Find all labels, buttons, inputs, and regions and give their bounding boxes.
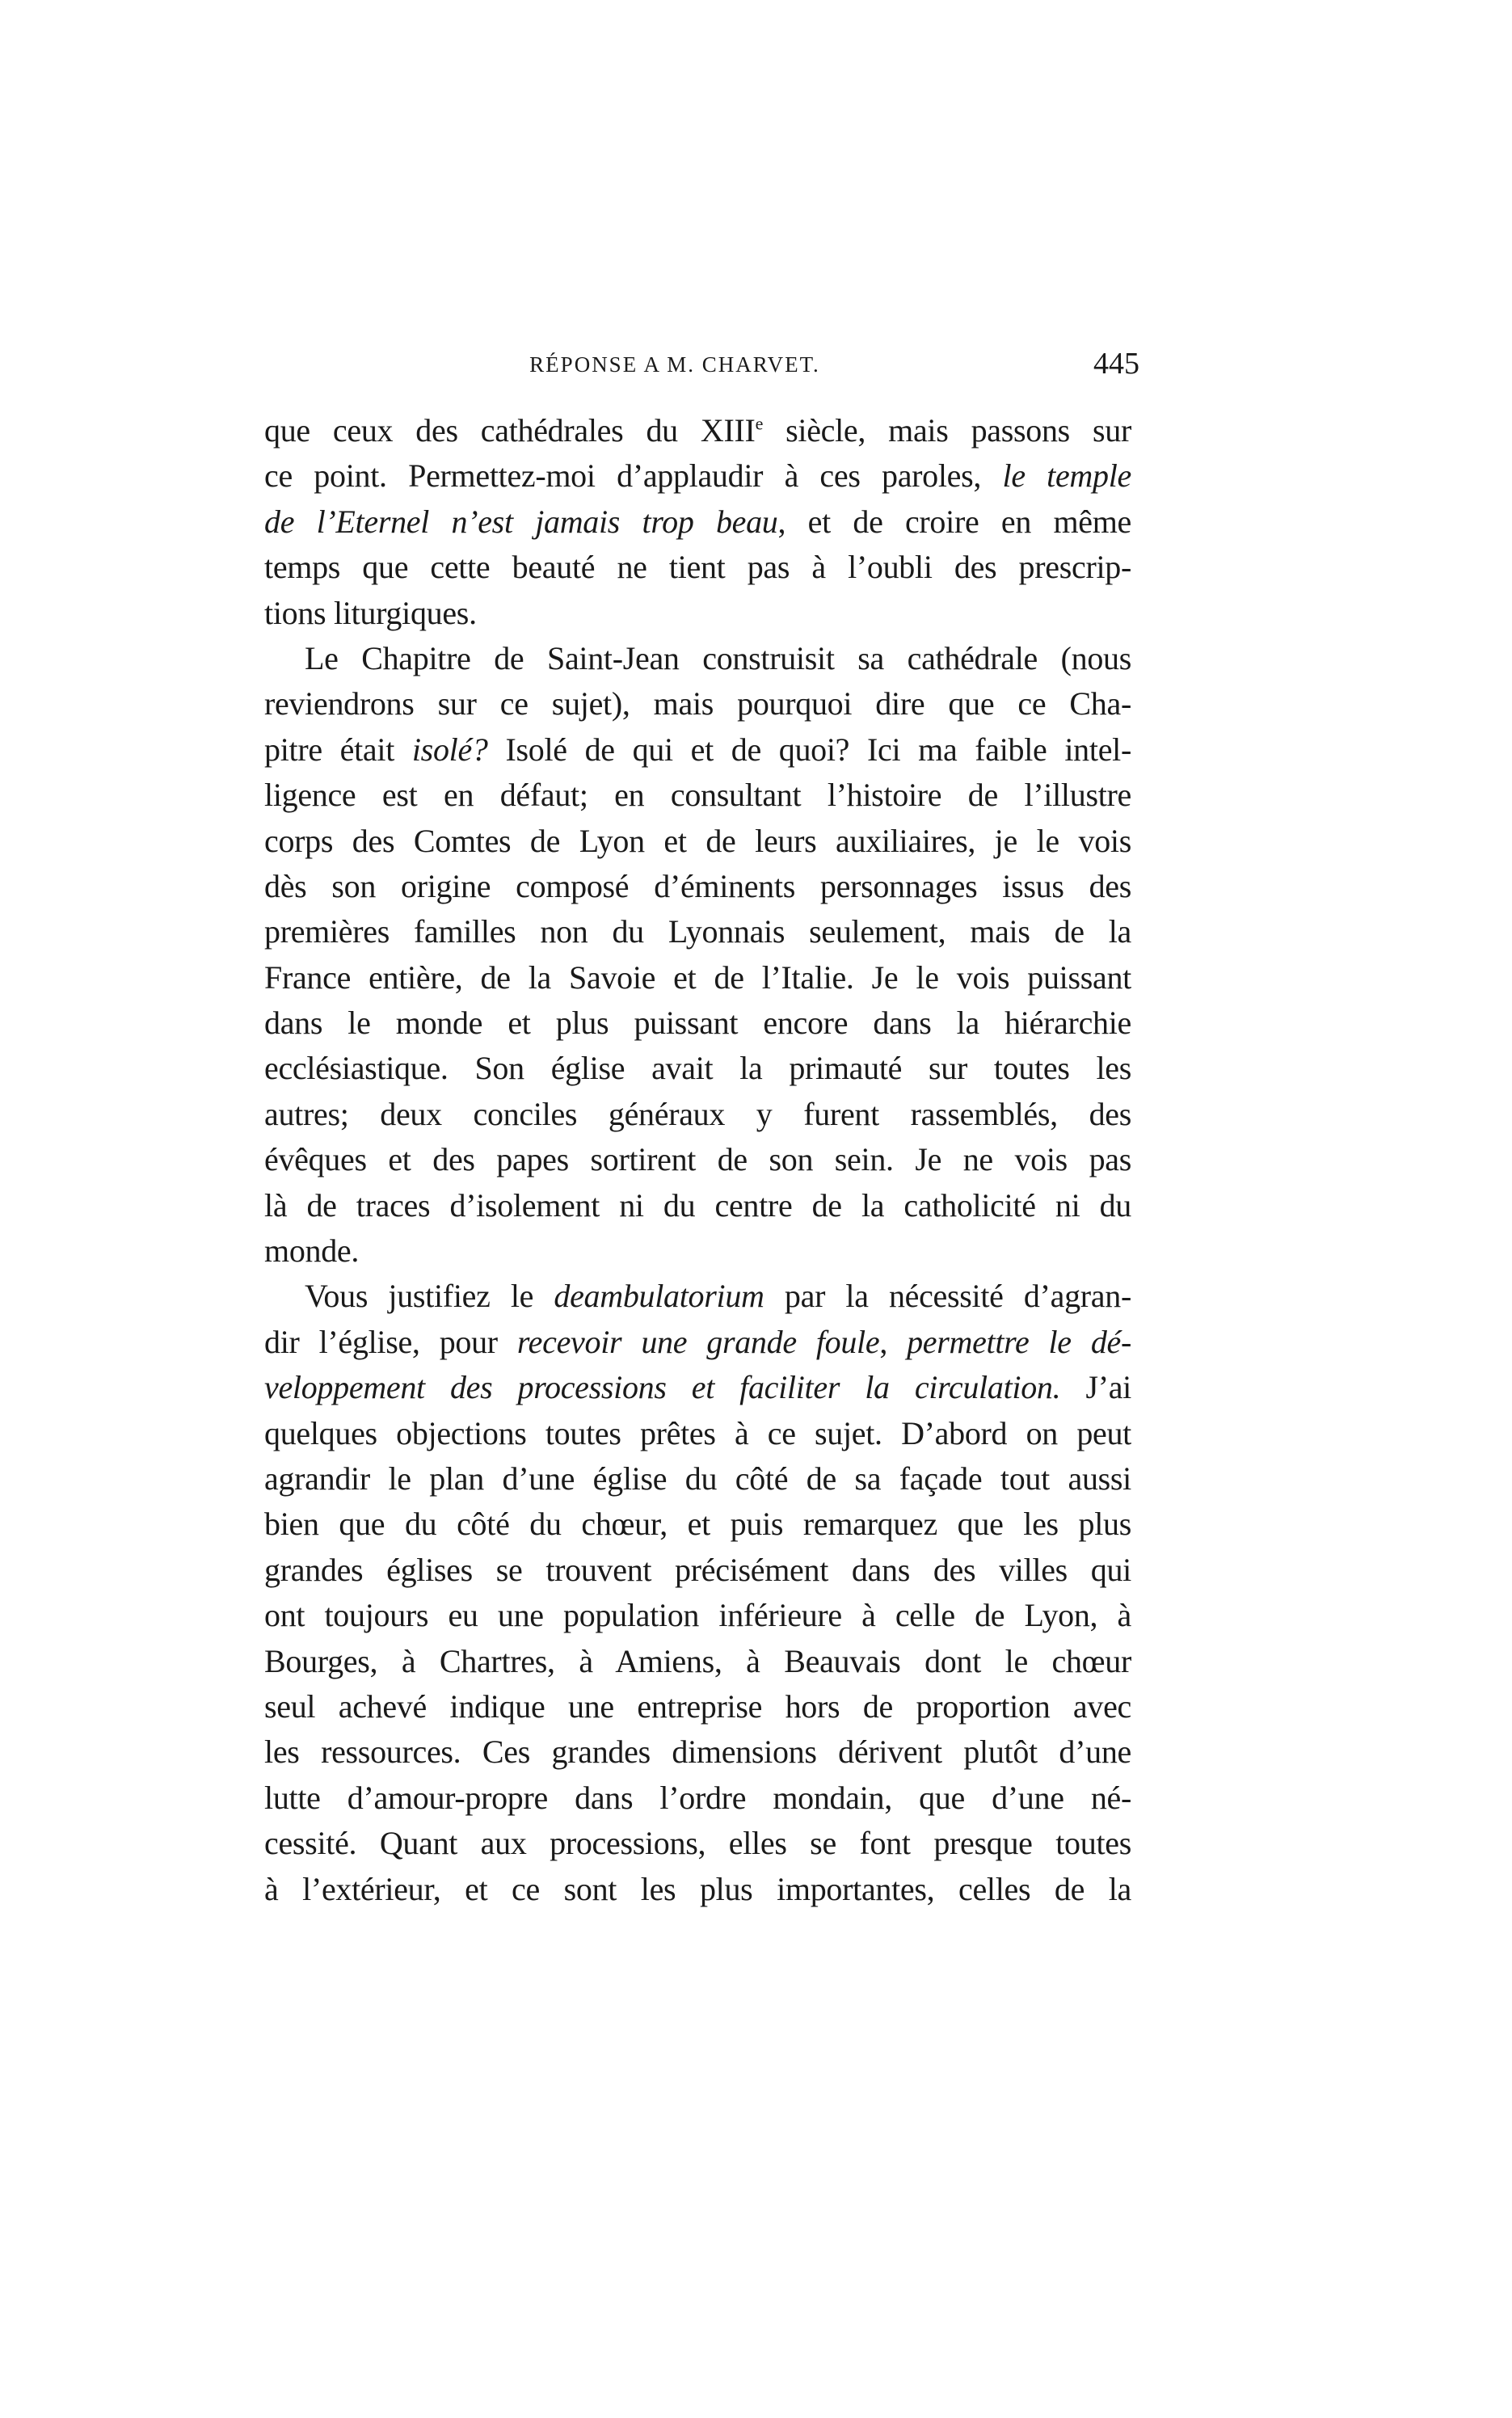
italic-text: isolé? [411,731,488,768]
text-segment: lutte d’amour-propre dans l’ordre mondain, que d’une né- [264,1779,1131,1816]
italic-text: de l’Eternel n’est jamais trop beau [264,503,778,540]
text-segment: autres; deux conciles généraux y furent rassemblés, des [264,1095,1131,1132]
text-line [264,909,1131,954]
text-line [264,453,1131,499]
text-line [264,1729,1131,1775]
text-line [264,1046,1131,1091]
text-segment: bien que du côté du chœur, et puis remarquez que les plus [264,1506,1131,1543]
text-line [264,727,1131,773]
text-segment: dès son origine composé d’éminents personnages issus des [264,867,1131,904]
text-line [264,1274,1131,1319]
text-line [264,819,1131,864]
text-segment: monde. [264,1232,360,1270]
text-segment: par la nécessité d’agran- [764,1278,1131,1315]
text-segment: , [879,1323,908,1360]
text-line [264,591,1131,636]
italic-text: permettre le dé- [907,1323,1131,1360]
text-line [264,1776,1131,1821]
text-line [264,955,1131,1000]
text-line [264,1183,1131,1228]
text-line [264,636,1131,681]
page-number: 445 [1093,347,1139,381]
text-line [264,864,1131,909]
text-segment: là de traces d’isolement ni du centre de la catholicité ni du [264,1186,1131,1224]
italic-text: recevoir une grande foule [516,1323,880,1360]
text-segment: les ressources. Ces grandes dimensions dérivent plutôt d’une [264,1733,1131,1771]
text-segment: ont toujours eu une population inférieure à celle de Lyon, à [264,1597,1131,1634]
text-segment: tions liturgiques. [264,594,477,631]
text-line [264,1593,1131,1638]
text-segment: temps que cette beauté ne tient pas à l’oubli des prescrip- [264,549,1131,586]
superscript: e [755,413,764,434]
text-segment: Isolé de qui et de quoi? Ici ma faible intel- [487,731,1131,768]
text-segment: que ceux des cathédrales du XIII [264,412,756,449]
text-line [264,1411,1131,1456]
text-line [264,1502,1131,1547]
text-segment: agrandir le plan d’une église du côté de sa façade tout aussi [264,1460,1131,1497]
text-line [264,1821,1131,1866]
text-line [264,1639,1131,1684]
text-segment: ligence est en défaut; en consultant l’histoire de l’illustre [264,777,1131,814]
text-segment: siècle, mais passons sur [763,412,1131,449]
text-line [264,499,1131,545]
text-line [264,1092,1131,1137]
text-line [264,1684,1131,1729]
text-segment: ecclésiastique. Son église avait la primauté sur toutes les [264,1050,1131,1087]
text-segment: France entière, de la Savoie et de l’Italie. Je le vois puissant [264,958,1131,996]
text-line [264,1228,1131,1274]
text-segment: Le Chapitre de Saint-Jean construisit sa cathédrale (nous [305,639,1131,676]
text-segment: reviendrons sur ce sujet), mais pourquoi dire que ce Cha- [264,685,1131,722]
italic-text: deambulatorium [554,1278,764,1315]
text-line [264,1137,1131,1182]
text-line [264,1365,1131,1410]
text-segment: corps des Comtes de Lyon et de leurs auxiliaires, je le vois [264,822,1131,859]
text-segment: seul achevé indique une entreprise hors de proportion avec [264,1687,1131,1725]
text-segment: grandes églises se trouvent précisément dans des villes qui [264,1551,1131,1588]
text-segment: J’ai [1060,1369,1131,1406]
text-segment: Vous justifiez le [305,1278,554,1315]
text-line [264,1867,1131,1912]
text-segment: dir l’église, pour [264,1323,517,1360]
text-segment: Bourges, à Chartres, à Amiens, à Beauvais dont le chœur [264,1642,1131,1679]
text-line [264,681,1131,727]
text-segment: pitre était [264,731,412,768]
text-segment: dans le monde et plus puissant encore dans la hiérarchie [264,1005,1131,1042]
italic-text: le temple [1002,457,1131,495]
running-header: RÉPONSE A M. CHARVET. [529,352,820,377]
text-line [264,1456,1131,1502]
text-segment: , et de croire en même [777,503,1131,540]
text-line [264,1548,1131,1593]
text-segment: ce point. Permettez-moi d’applaudir à ces paroles, [264,457,1003,495]
text-segment: premières familles non du Lyonnais seulement, mais de la [264,913,1131,950]
text-line [264,545,1131,590]
text-line [264,408,1131,453]
italic-text: veloppement des processions et faciliter la circulation. [264,1369,1061,1406]
text-segment: évêques et des papes sortirent de son sein. Je ne vois pas [264,1141,1131,1178]
text-line [264,773,1131,818]
text-line [264,1320,1131,1365]
text-segment: quelques objections toutes prêtes à ce sujet. D’abord on peut [264,1414,1131,1451]
body-text [264,408,1131,1912]
text-segment: cessité. Quant aux processions, elles se font presque toutes [264,1825,1131,1862]
text-line [264,1000,1131,1046]
text-segment: à l’extérieur, et ce sont les plus importantes, celles de la [264,1870,1131,1907]
